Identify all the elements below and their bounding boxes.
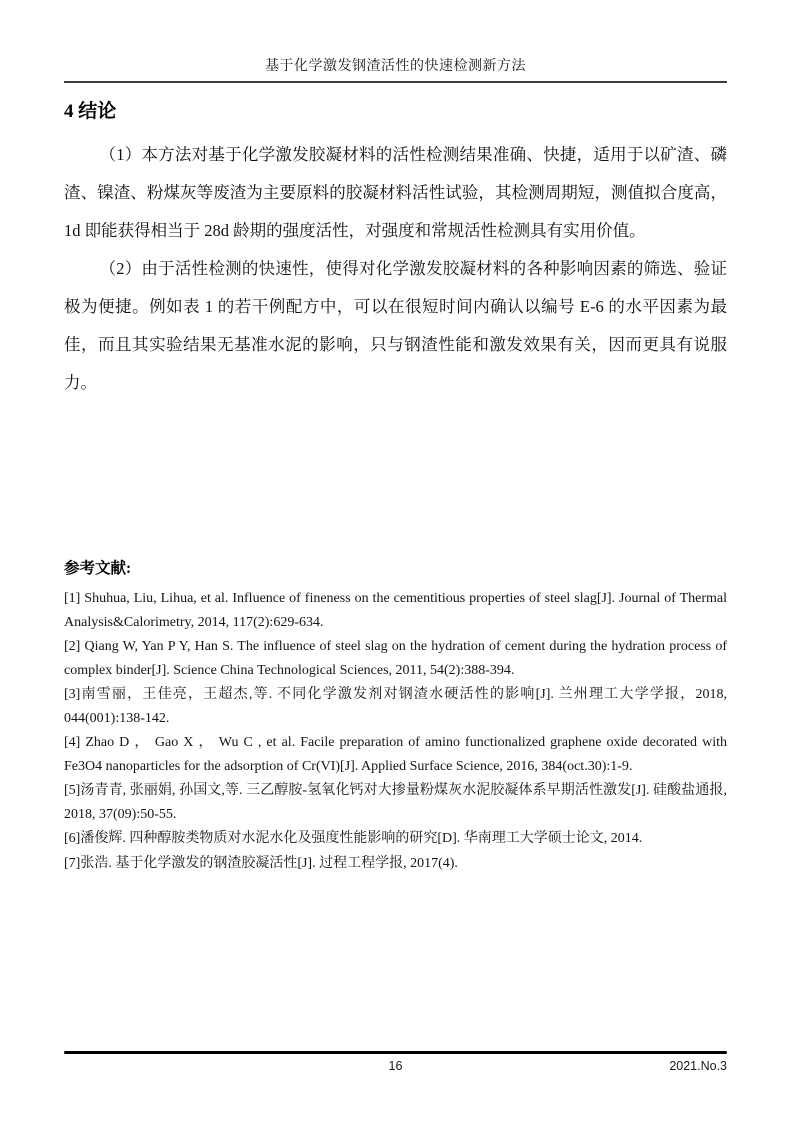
page-footer (64, 1051, 727, 1075)
issue-label: 2021.No.3 (669, 1059, 727, 1073)
running-title: 基于化学激发钢渣活性的快速检测新方法 (265, 59, 526, 74)
footer-rule (64, 1051, 727, 1054)
header-rule (64, 81, 727, 83)
references-list (64, 587, 727, 875)
references-heading: 参考文献: (64, 560, 132, 577)
page-header (64, 57, 727, 83)
reference-item: [1] Shuhua, Liu, Lihua, et al. Influence of fineness on the cementitious properties of steel slag[J]. Journal of Thermal Analysis&Calorimetry, 2014, 117(2):629-634. (64, 591, 727, 630)
footer-row (64, 1057, 727, 1075)
conclusion-paragraph-2: （2）由于活性检测的快速性，使得对化学激发胶凝材料的各种影响因素的筛选、验证极为便捷。例如表 1 的若干例配方中，可以在很短时间内确认以编号 E-6 的水平因素为最佳，而且其实验结果无基准水泥的影响，只与钢渣性能和激发效果有关，因而更具有说服力。 (64, 259, 727, 392)
references-section (64, 558, 727, 875)
section-heading: 4 结论 (64, 101, 117, 122)
reference-item: [6]潘俊辉. 四种醇胺类物质对水泥水化及强度性能影响的研究[D]. 华南理工大学硕士论文, 2014. (64, 831, 643, 846)
conclusion-paragraph-1: （1）本方法对基于化学激发胶凝材料的活性检测结果准确、快捷，适用于以矿渣、磷渣、镍渣、粉煤灰等废渣为主要原料的胶凝材料活性试验，其检测周期短，测值拟合度高，1d 即能获得相当于 28d 龄期的强度活性，对强度和常规活性检测具有实用价值。 (64, 145, 727, 240)
page-number: 16 (388, 1059, 403, 1073)
reference-item: [5]汤青青, 张丽娟, 孙国文,等. 三乙醇胺-氢氧化钙对大掺量粉煤灰水泥胶凝体系早期活性激发[J]. 硅酸盐通报, 2018, 37(09):50-55. (64, 783, 727, 822)
reference-item: [3]南雪丽，王佳亮，王超杰,等. 不同化学激发剂对钢渣水硬活性的影响[J]. 兰州理工大学学报，2018, 044(001):138-142. (64, 687, 727, 726)
reference-item: [4] Zhao D ， Gao X ， Wu C , et al. Facile preparation of amino functionalized graphene oxide decorated with Fe3O4 nanoparticles for the adsorption of Cr(VI)[J]. Applied Surface Science, 2016, 384(oct.30):1-9. (64, 735, 727, 774)
document-page (64, 0, 727, 875)
reference-item: [2] Qiang W, Yan P Y, Han S. The influence of steel slag on the hydration of cement during the hydration process of complex binder[J]. Science China Technological Sciences, 2011, 54(2):388-394. (64, 639, 727, 678)
reference-item: [7]张浩. 基于化学激发的钢渣胶凝活性[J]. 过程工程学报, 2017(4). (64, 855, 458, 871)
page-body (64, 99, 727, 875)
